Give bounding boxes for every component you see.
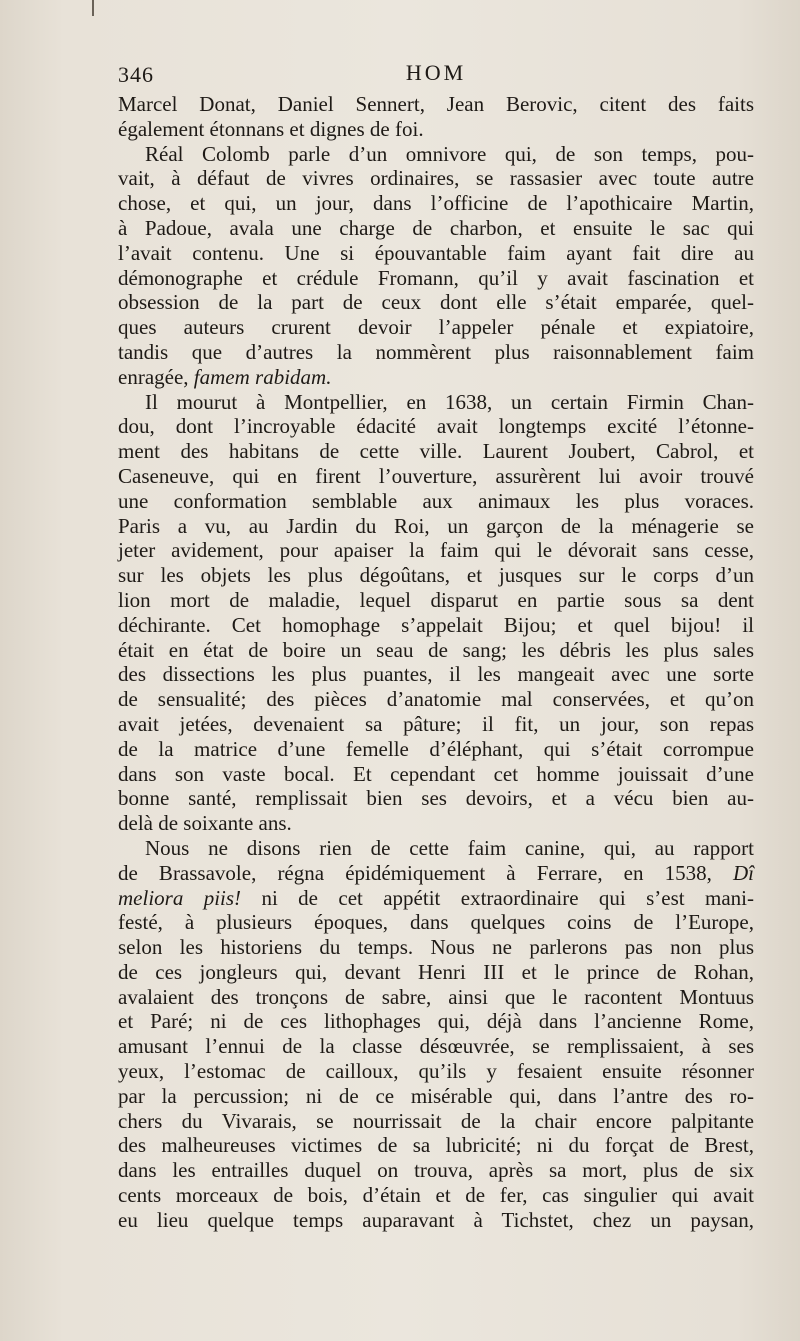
text-line [118, 414, 754, 439]
line-text: enragée, [118, 364, 194, 389]
line-text: obsession de la part de ceux dont elle s’était emparée, quel- [118, 290, 754, 315]
line-text: delà de soixante ans. [118, 811, 292, 836]
text-line [118, 1183, 754, 1208]
line-text: avait jetées, devenaient sa pâture; il fit, un jour, son repas [118, 711, 754, 736]
line-text: Paris a vu, au Jardin du Roi, un garçon de la ménagerie se [118, 513, 754, 538]
text-line [118, 514, 754, 539]
line-text: sur les objets les plus dégoûtans, et jusques sur le corps d’un [118, 563, 754, 588]
text-line [118, 1208, 754, 1233]
line-text: l’avait contenu. Une si épouvantable faim ayant fait dire au [118, 240, 754, 265]
page-header [118, 60, 754, 92]
text-line [118, 315, 754, 340]
line-text: Il mourut à Montpellier, en 1638, un certain Firmin Chan- [145, 389, 754, 414]
text-line [118, 1133, 754, 1158]
italic-text: Dî [733, 860, 754, 885]
text-line [118, 142, 754, 167]
line-text: déchirante. Cet homophage s’appelait Bijou; et quel bijou! il [118, 612, 754, 637]
text-line [118, 638, 754, 663]
line-text: ni de cet appétit extraordinaire qui s’est mani- [241, 885, 754, 910]
text-line [118, 1034, 754, 1059]
text-line [118, 811, 754, 836]
text-line [118, 786, 754, 811]
line-text: eu lieu quelque temps auparavant à Tichstet, chez un paysan, [118, 1207, 754, 1232]
text-line [118, 216, 754, 241]
text-line [118, 861, 754, 886]
line-text: dans les entrailles duquel on trouva, après sa mort, plus de six [118, 1158, 754, 1183]
text-line [118, 1109, 754, 1134]
body-text [118, 92, 754, 1233]
text-line [118, 1009, 754, 1034]
line-text: festé, à plusieurs époques, dans quelques coins de l’Europe, [118, 910, 754, 935]
text-line [118, 910, 754, 935]
line-text: une conformation semblable aux animaux les plus voraces. [118, 488, 754, 513]
line-text: cents morceaux de bois, d’étain et de fer, cas singulier qui avait [118, 1183, 754, 1208]
line-text: de la matrice d’une femelle d’éléphant, qui s’était corrompue [118, 736, 754, 761]
line-text: démonographe et crédule Fromann, qu’il y avait fascination et [118, 265, 754, 290]
text-line [118, 935, 754, 960]
line-text: également étonnans et dignes de foi. [118, 116, 424, 141]
text-line [118, 1158, 754, 1183]
text-line [118, 1084, 754, 1109]
line-text: vait, à défaut de vivres ordinaires, se rassasier avec toute autre [118, 166, 754, 191]
line-text: à Padoue, avala une charge de charbon, et ensuite le sac qui [118, 215, 754, 240]
text-line [118, 464, 754, 489]
text-line [118, 985, 754, 1010]
text-line [118, 538, 754, 563]
italic-text: famem rabidam. [193, 364, 332, 389]
text-line [118, 266, 754, 291]
line-text: Réal Colomb parle d’un omnivore qui, de son temps, pou- [145, 141, 754, 166]
line-text: ment des habitans de cette ville. Laurent Joubert, Cabrol, et [118, 439, 754, 464]
line-text: yeux, l’estomac de cailloux, qu’ils y fesaient ensuite résonner [118, 1059, 754, 1084]
line-text: jeter avidement, pour apaiser la faim qui le dévorait sans cesse, [118, 538, 754, 563]
line-text: lion mort de maladie, lequel disparut en partie sous sa dent [118, 587, 754, 612]
line-text: chose, et qui, un jour, dans l’officine de l’apothicaire Martin, [118, 191, 754, 216]
line-text: ques auteurs crurent devoir l’appeler pénale et expiatoire, [118, 315, 754, 340]
text-line [118, 290, 754, 315]
text-line [118, 712, 754, 737]
text-line [118, 191, 754, 216]
text-line [118, 489, 754, 514]
line-text: dans son vaste bocal. Et cependant cet homme jouissait d’une [118, 761, 754, 786]
text-line [118, 613, 754, 638]
line-text: et Paré; ni de ces lithophages qui, déjà dans l’ancienne Rome, [118, 1009, 754, 1034]
line-text: chers du Vivarais, se nourrissait de la chair encore palpitante [118, 1108, 754, 1133]
text-line [118, 836, 754, 861]
line-text: amusant l’ennui de la classe désœuvrée, se remplissaient, à ses [118, 1034, 754, 1059]
text-line [118, 117, 754, 142]
text-line [118, 662, 754, 687]
line-text: de Brassavole, régna épidémiquement à Ferrare, en 1538, [118, 860, 733, 885]
line-text: de ces jongleurs qui, devant Henri III et le prince de Rohan, [118, 959, 754, 984]
text-line [118, 241, 754, 266]
line-text: tandis que d’autres la nommèrent plus raisonnablement faim [118, 339, 754, 364]
line-text: des malheureuses victimes de sa lubricité; ni du forçat de Brest, [118, 1133, 754, 1158]
text-line [118, 563, 754, 588]
line-text: Marcel Donat, Daniel Sennert, Jean Berovic, citent des faits [118, 92, 754, 116]
line-text: selon les historiens du temps. Nous ne parlerons pas non plus [118, 935, 754, 960]
text-line [118, 92, 754, 117]
text-line [118, 960, 754, 985]
line-text: dou, dont l’incroyable édacité avait longtemps excité l’étonne- [118, 414, 754, 439]
line-text: des dissections les plus puantes, il les mangeait avec une sorte [118, 662, 754, 687]
line-text: par la percussion; ni de ce misérable qui, dans l’antre des ro- [118, 1083, 754, 1108]
line-text: de sensualité; des pièces d’anatomie mal conservées, et qu’on [118, 687, 754, 712]
margin-mark [92, 0, 94, 16]
text-line [118, 166, 754, 191]
text-line [118, 340, 754, 365]
text-line [118, 1059, 754, 1084]
line-text: Nous ne disons rien de cette faim canine, qui, au rapport [145, 835, 754, 860]
text-line [118, 439, 754, 464]
text-line [118, 737, 754, 762]
text-line [118, 886, 754, 911]
line-text: avalaient des tronçons de sabre, ainsi que le racontent Montuus [118, 984, 754, 1009]
text-line [118, 390, 754, 415]
text-line [118, 365, 754, 390]
page-number: 346 [118, 62, 154, 87]
line-text: bonne santé, remplissait bien ses devoirs, et a vécu bien au- [118, 786, 754, 811]
text-line [118, 762, 754, 787]
line-text: Caseneuve, qui en firent l’ouverture, assurèrent lui avoir trouvé [118, 463, 754, 488]
running-head: HOM [405, 60, 467, 85]
line-text: était en état de boire un seau de sang; les débris les plus sales [118, 637, 754, 662]
text-line [118, 687, 754, 712]
italic-text: meliora piis! [118, 885, 242, 910]
text-line [118, 588, 754, 613]
